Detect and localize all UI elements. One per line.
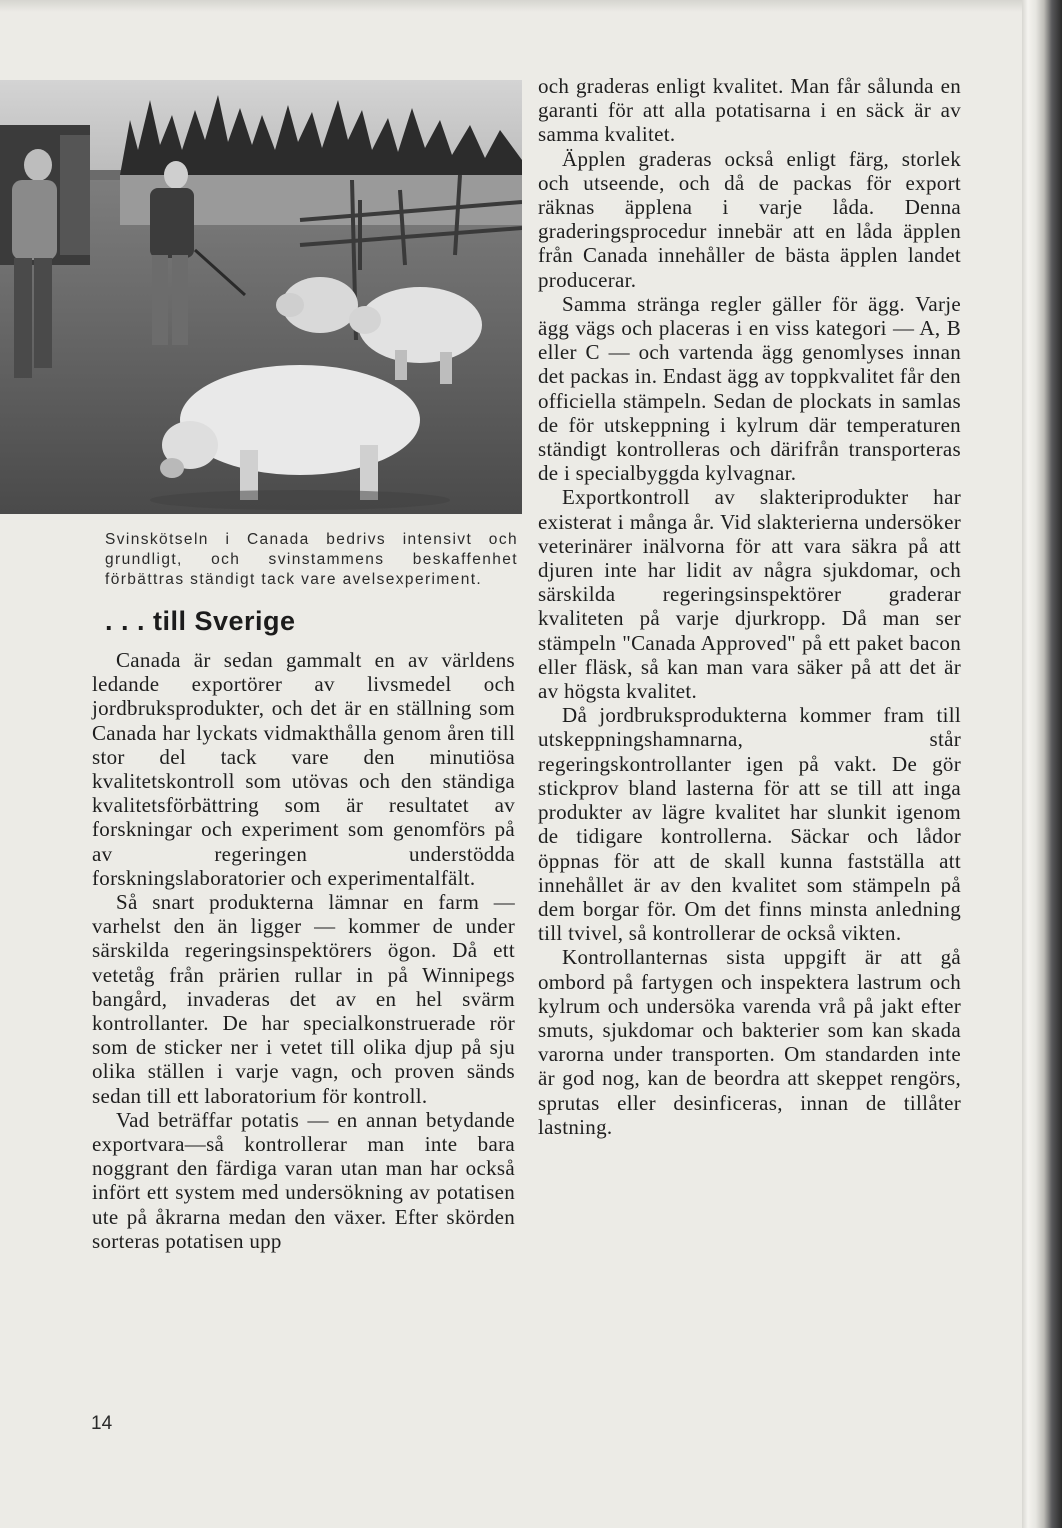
pig-farm-photo [0,80,522,514]
paragraph: Äpplen graderas också enligt färg, storlek och utseende, och då de packas för export räknas äpplena i varje låda. Denna graderingsprocedur innebär att en låda äpplen från Canada innehåller de bästa äpplen landet producerar. [538,146,961,292]
paragraph: Exportkontroll av slakteriprodukter har existerat i många år. Vid slakterierna undersöker veterinärer inälvorna för att vara säkra på att djuren inte har lidit av några sjukdomar, och särskilda regeringsinspektörer graderar kvaliteten på varje djurkropp. Då man ser stämpeln "Canada Approved" på ett paket bacon eller fläsk, så kan man vara säker på att det är av högsta kvalitet. [538,485,961,704]
paragraph: och graderas enligt kvalitet. Man får sålunda en garanti för att alla potatisarna i en säck är av samma kvalitet. [538,74,961,147]
page-number: 14 [91,1413,113,1434]
section-heading: . . . till Sverige [105,606,296,636]
right-text-column [538,74,961,1139]
book-spine-edge [1022,0,1062,1528]
paragraph: Så snart produkterna lämnar en farm — varhelst den än ligger — kommer de under särskilda regeringsinspektörers ögon. Då ett vetetåg från prärien rullar in på Winnipegs bangård, invaderas det av en hel svärm kontrollanter. De har specialkonstruerade rör som de sticker ner i vetet till olika djup på sju olika ställen i varje vagn, och proven sänds sedan till ett laboratorium för kontroll. [92,890,515,1108]
paragraph: Då jordbruksprodukterna kommer fram till utskeppningshamnarna, står regeringskontrollanter igen på vakt. De gör stickprov bland lasterna för att se till att inga produkter av lägre kvalitet har slunkit igenom de tidigare kontrollerna. Säckar och lådor öppnas för att de skall kunna fastställa att innehållet är av den kvalitet som stämpeln på dem borgar för. Om det finns minsta anledning till tvivel, så kontrollerar de också vikten. [538,703,961,946]
paragraph: Canada är sedan gammalt en av världens ledande exportörer av livsmedel och jordbruksprodukter, och det är en ställning som Canada har lyckats vidmakthålla genom åren till stor del tack vare den minutiösa kvalitetskontroll som utövas och den ständiga kvalitetsförbättring som är resultatet av forskningar och experiment som genomförs på av regeringen understödda forskningslaboratorier och experimentalfält. [92,648,515,890]
page-top-edge [0,0,1022,12]
photo-caption: Svinskötseln i Canada bedrivs intensivt och grundligt, och svinstammens beskaffenhet förbättras ständigt tack vare avelsexperiment. [105,531,518,588]
paragraph: Vad beträffar potatis — en annan betydande exportvara—så kontrollerar man inte bara noggrant den färdiga varan utan man har också infört ett system med undersökning av potatisen ute på åkrarna medan den växer. Efter skörden sorteras potatisen upp [92,1107,515,1253]
paragraph: Kontrollanternas sista uppgift är att gå ombord på fartygen och inspektera lastrum och kylrum och undersöka varenda vrå på jakt efter smuts, sjukdomar och bakterier som kan skada varorna under transporten. Om standarden inte är god nog, kan de beordra att skeppet rengörs, sprutas eller desinficeras, innan de tillåter lastning. [538,945,961,1139]
paragraph: Samma stränga regler gäller för ägg. Varje ägg vägs och placeras i en viss kategori — A, B eller C — och vartenda ägg genomlyses innan det packas in. Endast ägg av toppkvalitet får den officiella stämpeln. Sedan de plockats in samlas de för utskeppning i kylrum där temperaturen ständigt kontrolleras och därifrån transporteras de i specialbyggda kylvagnar. [538,291,961,486]
left-text-column [92,648,515,1253]
